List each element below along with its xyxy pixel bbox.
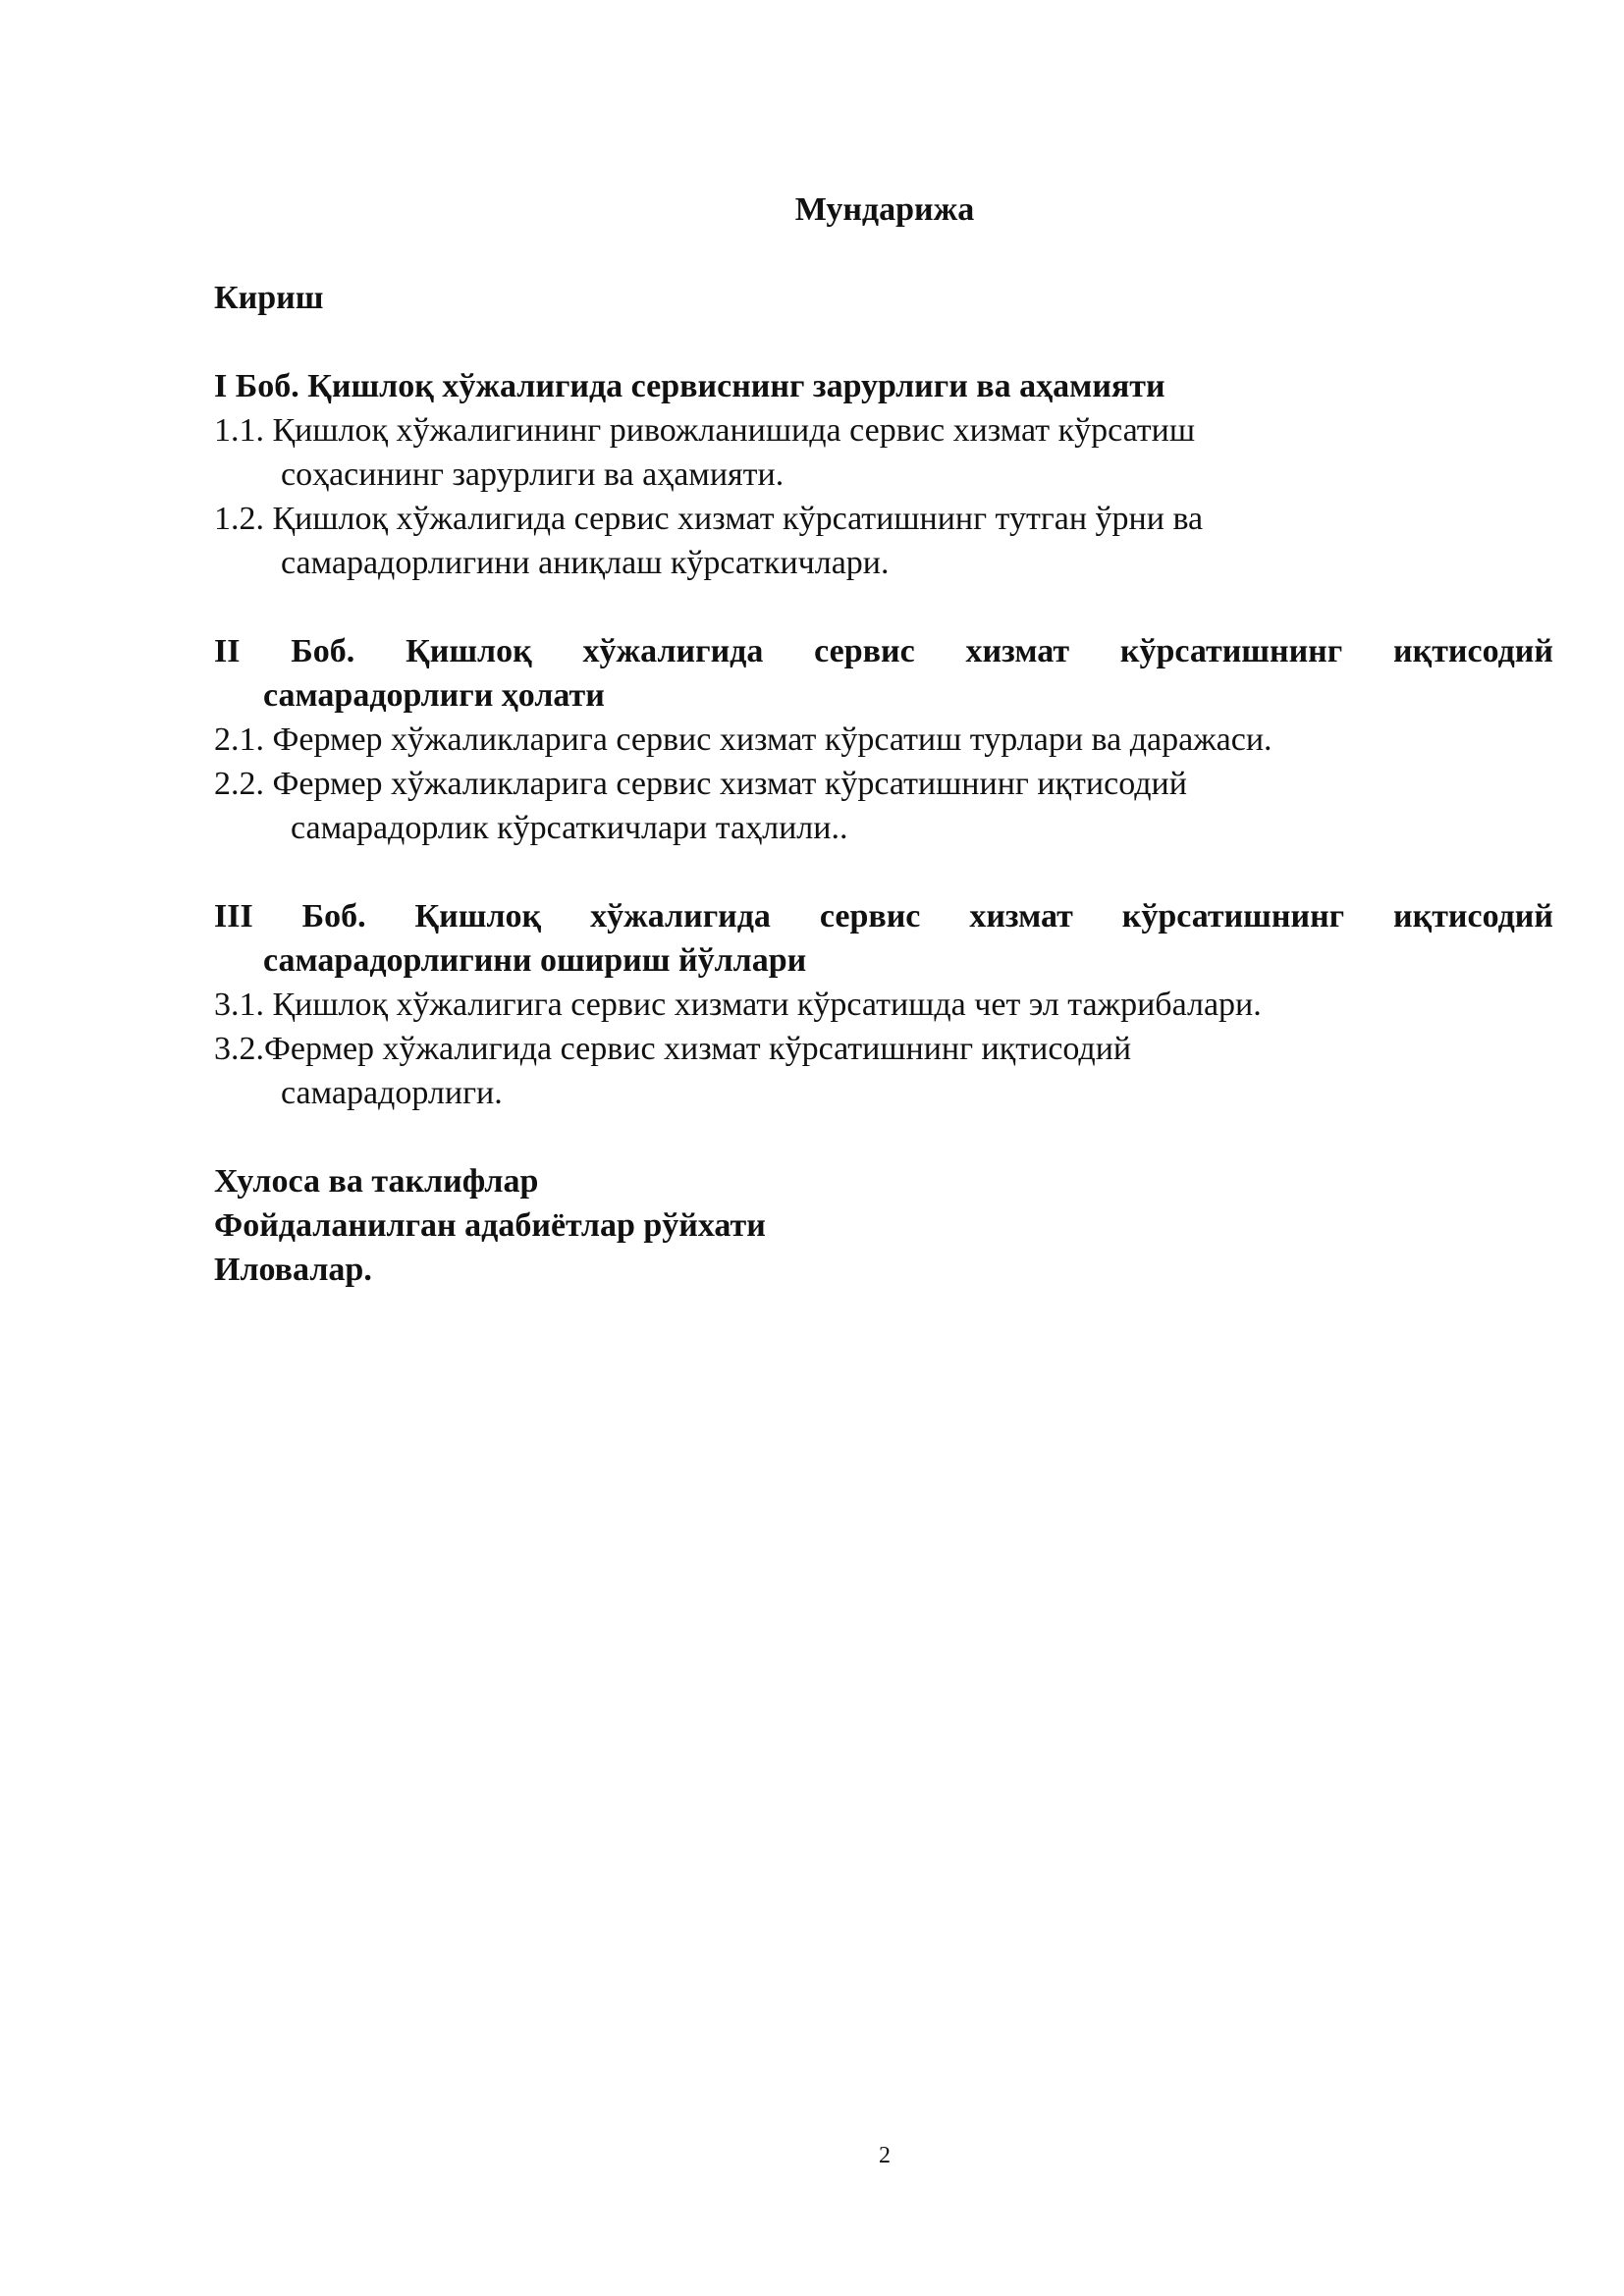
section-1-2-line2: самарадорлигини аниқлаш кўрсаткичлари. <box>281 545 890 581</box>
section-2-1: 2.1. Фермер хўжаликларига сервис хизмат кўрсатиш турлари ва даражаси. <box>214 721 1272 758</box>
toc-intro: Кириш <box>214 280 324 316</box>
section-3-2-line1: 3.2.Фермер хўжалигида сервис хизмат кўрсатишнинг иқтисодий <box>214 1031 1132 1067</box>
section-2-2-line1: 2.2. Фермер хўжаликларига сервис хизмат кўрсатишнинг иқтисодий <box>214 766 1187 802</box>
chapter2-heading-line1: II Боб. Қишлоқ хўжалигида сервис хизмат кўрсатишнинг иқтисодий <box>214 633 1553 669</box>
section-1-2-line1: 1.2. Қишлоқ хўжалигида сервис хизмат кўрсатишнинг тутган ўрни ва <box>214 501 1204 537</box>
chapter3-heading-line1: III Боб. Қишлоқ хўжалигида сервис хизмат кўрсатишнинг иқтисодий <box>214 898 1553 934</box>
toc-appendices: Иловалар. <box>214 1252 372 1288</box>
section-1-1-line2: соҳасининг зарурлиги ва аҳамияти. <box>281 456 785 493</box>
chapter3-heading-line2: самарадорлигини ошириш йўллари <box>263 942 807 979</box>
page-title: Мундарижа <box>794 191 975 228</box>
section-3-1: 3.1. Қишлоқ хўжалигига сервис хизмати кўрсатишда чет эл тажрибалари. <box>214 987 1262 1023</box>
page-number: 2 <box>879 2143 891 2168</box>
chapter1-heading: I Боб. Қишлоқ хўжалигида сервиснинг зарурлиги ва аҳамияти <box>214 368 1165 404</box>
toc-references: Фойдаланилган адабиётлар рўйхати <box>214 1207 766 1244</box>
section-2-2-line2: самарадорлик кўрсаткичлари таҳлили.. <box>291 810 848 846</box>
section-1-1-line1: 1.1. Қишлоқ хўжалигининг ривожланишида сервис хизмат кўрсатиш <box>214 412 1196 449</box>
chapter2-heading-line2: самарадорлиги ҳолати <box>263 677 605 714</box>
section-3-2-line2: самарадорлиги. <box>281 1075 503 1111</box>
toc-conclusion: Хулоса ва таклифлар <box>214 1163 539 1200</box>
